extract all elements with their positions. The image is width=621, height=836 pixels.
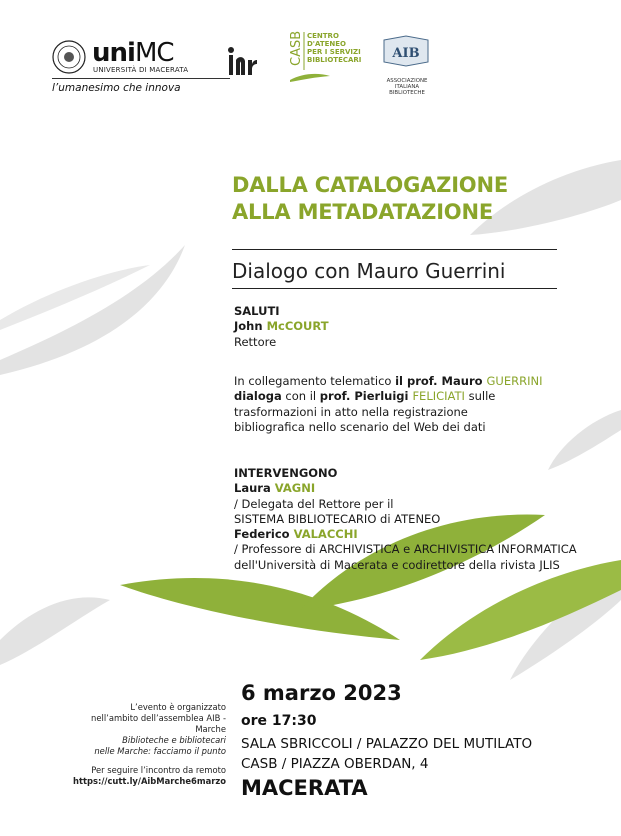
university-seal-icon bbox=[52, 40, 86, 74]
unimc-tagline: l’umanesimo che innova bbox=[52, 82, 181, 94]
event-subtitle: Dialogo con Mauro Guerrini bbox=[232, 259, 506, 283]
unimc-subtitle: UNIVERSITÀ DI MACERATA bbox=[93, 66, 189, 74]
speaker-vagni: Laura VAGNI bbox=[234, 481, 316, 496]
unimc-logo: uniMC bbox=[92, 38, 174, 68]
aib-caption: ASSOCIAZIONE ITALIANA BIBLIOTECHE bbox=[386, 78, 428, 96]
saluti-person: John McCOURT bbox=[234, 319, 329, 334]
event-time: ore 17:30 bbox=[241, 713, 317, 729]
title-rule-top bbox=[232, 249, 557, 250]
event-city: MACERATA bbox=[241, 776, 368, 800]
speaker-valacchi: Federico VALACCHI bbox=[234, 527, 358, 542]
remote-link[interactable]: https://cutt.ly/AibMarche6marzo bbox=[73, 776, 226, 786]
svg-text:CASB: CASB bbox=[289, 30, 304, 66]
casb-text: CENTRO D'ATENEO PER I SERVIZI BIBLIOTECARI bbox=[307, 32, 362, 64]
saluti-role: Rettore bbox=[234, 334, 277, 349]
hr-excellence-logo-icon bbox=[222, 44, 258, 88]
saluti-section bbox=[234, 304, 329, 350]
intervengono-section: INTERVENGONO Laura VAGNI / Delegata del Rettore per il SISTEMA BIBLIOTECARIO di ATENEO Federico VALACCHI / Professore di ARCHIVISTICA e ARCHIVISTICA INFORMATICA dell'Università di Macerata e codirettore della rivista JLIS bbox=[234, 466, 614, 573]
dialog-paragraph: In collegamento telematico il prof. Mauro GUERRINI dialoga con il prof. Pierluigi FELICIATI sulle trasformazioni in atto nella registrazione bibliografica nello scenario del Web dei dati bbox=[234, 374, 543, 434]
title-rule-bottom bbox=[232, 288, 557, 289]
event-date: 6 marzo 2023 bbox=[241, 681, 402, 705]
event-venue: SALA SBRICCOLI / PALAZZO DEL MUTILATO CASB / PIAZZA OBERDAN, 4 bbox=[241, 736, 533, 772]
event-title: DALLA CATALOGAZIONE ALLA METADATAZIONE bbox=[232, 173, 508, 224]
organizer-note: L’evento è organizzato nell’ambito dell’assemblea AIB - Marche Biblioteche e bibliotecari nelle Marche: facciamo il punto Per seguire l’incontro da remoto https://cutt.ly/AibMarche6marzo bbox=[60, 702, 226, 787]
intervengono-heading: INTERVENGONO bbox=[234, 466, 338, 480]
saluti-heading: SALUTI bbox=[234, 304, 280, 318]
grey-leaf-bottom-left bbox=[0, 597, 110, 665]
svg-text:AIB: AIB bbox=[392, 46, 420, 61]
logo-divider bbox=[52, 78, 230, 79]
